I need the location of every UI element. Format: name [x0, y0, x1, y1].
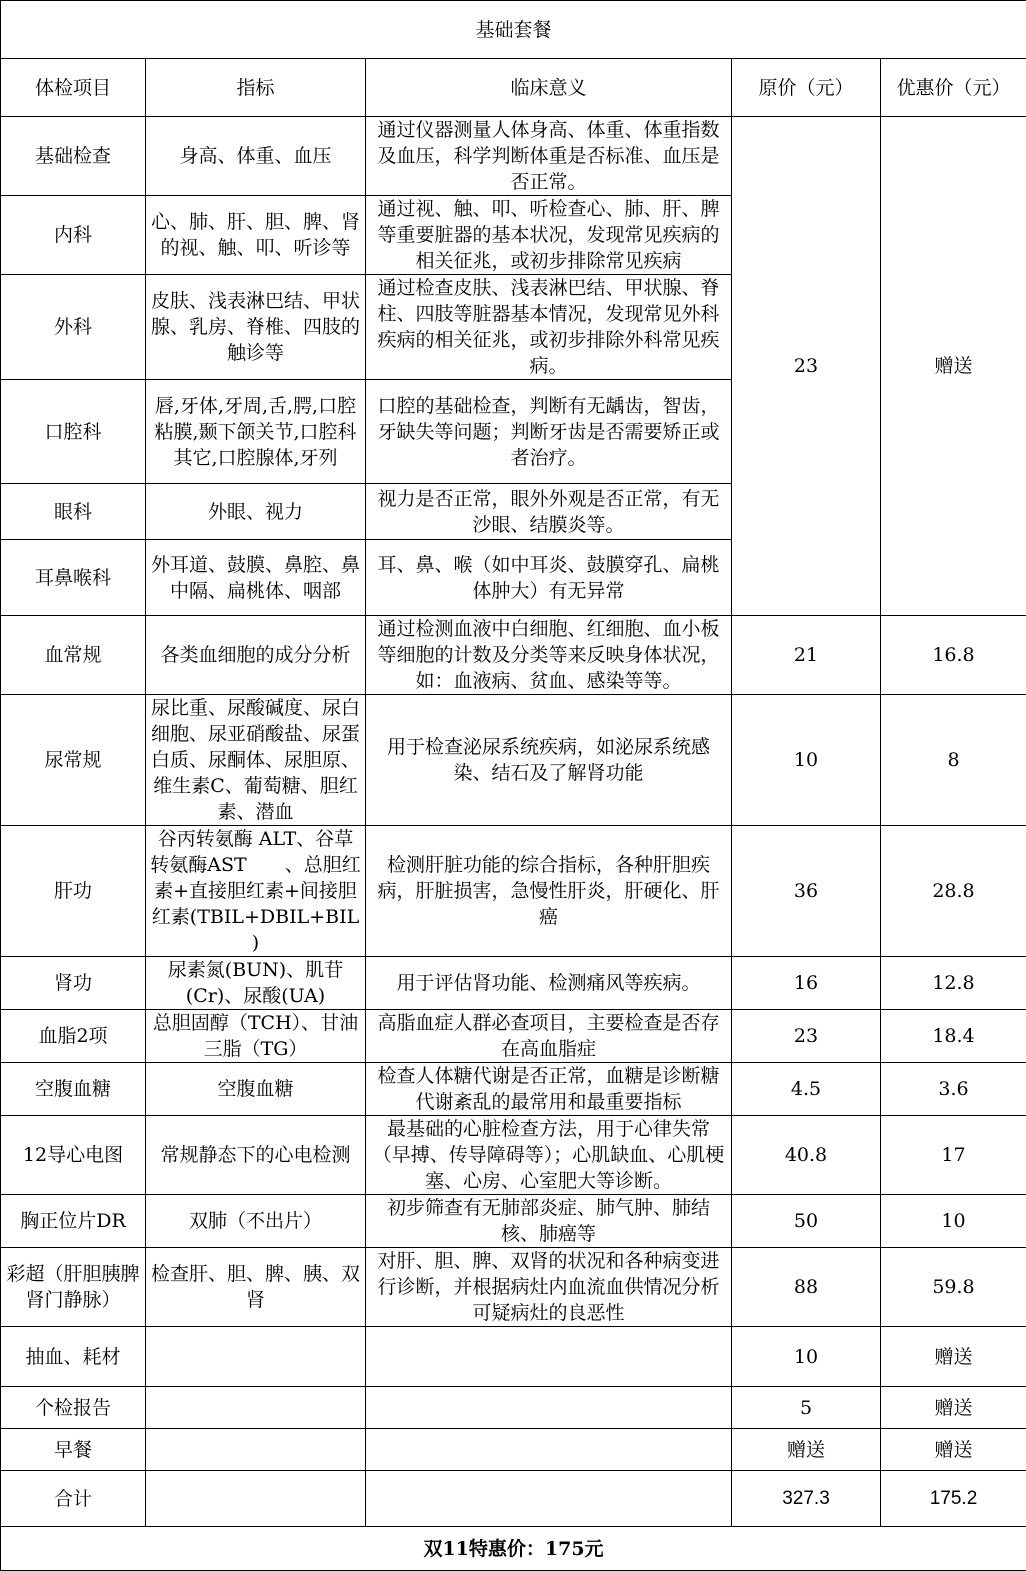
table-row	[1, 826, 1026, 957]
item-cell: 尿常规	[1, 695, 146, 826]
item-cell: 基础检查	[1, 117, 146, 196]
indicator-cell: 谷丙转氨酶 ALT、谷草转氨酶AST 、总胆红素+直接胆红素+间接胆红素(TBIL+DBIL+BIL )	[146, 826, 366, 957]
indicator-cell	[146, 1429, 366, 1471]
discount-cell: 28.8	[881, 826, 1026, 957]
item-cell: 12导心电图	[1, 1116, 146, 1195]
table-title: 基础套餐	[1, 1, 1026, 59]
discount-cell: 赠送	[881, 1327, 1026, 1387]
header-discount: 优惠价（元）	[881, 59, 1026, 117]
table-row	[1, 1387, 1026, 1429]
total-indicator-empty	[146, 1471, 366, 1527]
price-cell: 5	[732, 1387, 881, 1429]
discount-cell: 赠送	[881, 1429, 1026, 1471]
indicator-cell: 尿素氮(BUN)、肌苷(Cr)、尿酸(UA)	[146, 957, 366, 1010]
indicator-cell	[146, 1327, 366, 1387]
indicator-cell: 外眼、视力	[146, 484, 366, 540]
header-row	[1, 59, 1026, 117]
total-price: 327.3	[732, 1471, 881, 1527]
item-cell: 耳鼻喉科	[1, 540, 146, 616]
item-cell: 个检报告	[1, 1387, 146, 1429]
discount-cell: 8	[881, 695, 1026, 826]
price-cell: 23	[732, 1010, 881, 1063]
meaning-cell: 口腔的基础检查，判断有无龋齿，智齿，牙缺失等问题；判断牙齿是否需要矫正或者治疗。	[366, 380, 732, 484]
total-row	[1, 1471, 1026, 1527]
price-cell: 50	[732, 1195, 881, 1248]
meaning-cell: 用于评估肾功能、检测痛风等疾病。	[366, 957, 732, 1010]
header-item: 体检项目	[1, 59, 146, 117]
discount-cell: 59.8	[881, 1248, 1026, 1327]
table-row	[1, 1248, 1026, 1327]
indicator-cell: 尿比重、尿酸碱度、尿白细胞、尿亚硝酸盐、尿蛋白质、尿酮体、尿胆原、维生素C、葡萄糖、胆红素、潜血	[146, 695, 366, 826]
indicator-cell: 皮肤、浅表淋巴结、甲状腺、乳房、脊椎、四肢的触诊等	[146, 275, 366, 380]
table-row	[1, 616, 1026, 695]
item-cell: 血脂2项	[1, 1010, 146, 1063]
discount-cell: 18.4	[881, 1010, 1026, 1063]
indicator-cell: 身高、体重、血压	[146, 117, 366, 196]
merged-discount-cell: 赠送	[881, 117, 1026, 616]
indicator-cell: 空腹血糖	[146, 1063, 366, 1116]
item-cell: 抽血、耗材	[1, 1327, 146, 1387]
table-row	[1, 1195, 1026, 1248]
meaning-cell: 最基础的心脏检查方法，用于心律失常（早搏、传导障碍等）；心肌缺血、心肌梗塞、心房、心室肥大等诊断。	[366, 1116, 732, 1195]
indicator-cell: 唇,牙体,牙周,舌,腭,口腔粘膜,颞下颌关节,口腔科其它,口腔腺体,牙列	[146, 380, 366, 484]
meaning-cell: 高脂血症人群必查项目，主要检查是否存在高血脂症	[366, 1010, 732, 1063]
discount-cell: 3.6	[881, 1063, 1026, 1116]
total-discount: 175.2	[881, 1471, 1026, 1527]
total-meaning-empty	[366, 1471, 732, 1527]
indicator-cell: 检查肝、胆、脾、胰、双肾	[146, 1248, 366, 1327]
discount-cell: 17	[881, 1116, 1026, 1195]
price-cell: 4.5	[732, 1063, 881, 1116]
item-cell: 空腹血糖	[1, 1063, 146, 1116]
indicator-cell: 外耳道、鼓膜、鼻腔、鼻中隔、扁桃体、咽部	[146, 540, 366, 616]
meaning-cell: 通过检测血液中白细胞、红细胞、血小板等细胞的计数及分类等来反映身体状况，如：血液病、贫血、感染等等。	[366, 616, 732, 695]
table-row	[1, 695, 1026, 826]
item-cell: 外科	[1, 275, 146, 380]
price-cell: 16	[732, 957, 881, 1010]
item-cell: 口腔科	[1, 380, 146, 484]
price-cell: 36	[732, 826, 881, 957]
meaning-cell: 视力是否正常，眼外外观是否正常，有无沙眼、结膜炎等。	[366, 484, 732, 540]
special-price-banner: 双11特惠价：175元	[1, 1527, 1026, 1571]
table-row	[1, 957, 1026, 1010]
price-cell: 40.8	[732, 1116, 881, 1195]
meaning-cell	[366, 1387, 732, 1429]
merged-price-cell: 23	[732, 117, 881, 616]
meaning-cell	[366, 1327, 732, 1387]
meaning-cell: 对肝、胆、脾、双肾的状况和各种病变进行诊断，并根据病灶内血流血供情况分析可疑病灶的良恶性	[366, 1248, 732, 1327]
price-cell: 21	[732, 616, 881, 695]
header-price: 原价（元）	[732, 59, 881, 117]
price-cell: 赠送	[732, 1429, 881, 1471]
table-row	[1, 1327, 1026, 1387]
item-cell: 早餐	[1, 1429, 146, 1471]
indicator-cell: 各类血细胞的成分分析	[146, 616, 366, 695]
indicator-cell	[146, 1387, 366, 1429]
footer-row	[1, 1527, 1026, 1571]
meaning-cell: 耳、鼻、喉（如中耳炎、鼓膜穿孔、扁桃体肿大）有无异常	[366, 540, 732, 616]
meaning-cell: 通过仪器测量人体身高、体重、体重指数及血压，科学判断体重是否标准、血压是否正常。	[366, 117, 732, 196]
table-row	[1, 1429, 1026, 1471]
price-cell: 10	[732, 1327, 881, 1387]
item-cell: 肾功	[1, 957, 146, 1010]
meaning-cell	[366, 1429, 732, 1471]
discount-cell: 赠送	[881, 1387, 1026, 1429]
meaning-cell: 初步筛查有无肺部炎症、肺气肿、肺结核、肺癌等	[366, 1195, 732, 1248]
indicator-cell: 常规静态下的心电检测	[146, 1116, 366, 1195]
price-cell: 88	[732, 1248, 881, 1327]
header-meaning: 临床意义	[366, 59, 732, 117]
item-cell: 眼科	[1, 484, 146, 540]
table-row	[1, 1063, 1026, 1116]
meaning-cell: 检查人体糖代谢是否正常，血糖是诊断糖代谢紊乱的最常用和最重要指标	[366, 1063, 732, 1116]
header-indicator: 指标	[146, 59, 366, 117]
discount-cell: 12.8	[881, 957, 1026, 1010]
indicator-cell: 心、肺、肝、胆、脾、肾的视、触、叩、听诊等	[146, 196, 366, 275]
item-cell: 胸正位片DR	[1, 1195, 146, 1248]
total-label: 合计	[1, 1471, 146, 1527]
item-cell: 彩超（肝胆胰脾肾门静脉）	[1, 1248, 146, 1327]
table-row	[1, 1116, 1026, 1195]
indicator-cell: 双肺（不出片）	[146, 1195, 366, 1248]
item-cell: 肝功	[1, 826, 146, 957]
indicator-cell: 总胆固醇（TCH）、甘油三脂（TG）	[146, 1010, 366, 1063]
discount-cell: 16.8	[881, 616, 1026, 695]
price-cell: 10	[732, 695, 881, 826]
item-cell: 内科	[1, 196, 146, 275]
table-row	[1, 1010, 1026, 1063]
discount-cell: 10	[881, 1195, 1026, 1248]
meaning-cell: 通过检查皮肤、浅表淋巴结、甲状腺、脊柱、四肢等脏器基本情况，发现常见外科疾病的相关征兆，或初步排除外科常见疾病。	[366, 275, 732, 380]
item-cell: 血常规	[1, 616, 146, 695]
meaning-cell: 检测肝脏功能的综合指标，各种肝胆疾病，肝脏损害，急慢性肝炎，肝硬化、肝癌	[366, 826, 732, 957]
meaning-cell: 通过视、触、叩、听检查心、肺、肝、脾等重要脏器的基本状况，发现常见疾病的相关征兆，或初步排除常见疾病	[366, 196, 732, 275]
table-row	[1, 117, 1026, 196]
meaning-cell: 用于检查泌尿系统疾病，如泌尿系统感染、结石及了解肾功能	[366, 695, 732, 826]
